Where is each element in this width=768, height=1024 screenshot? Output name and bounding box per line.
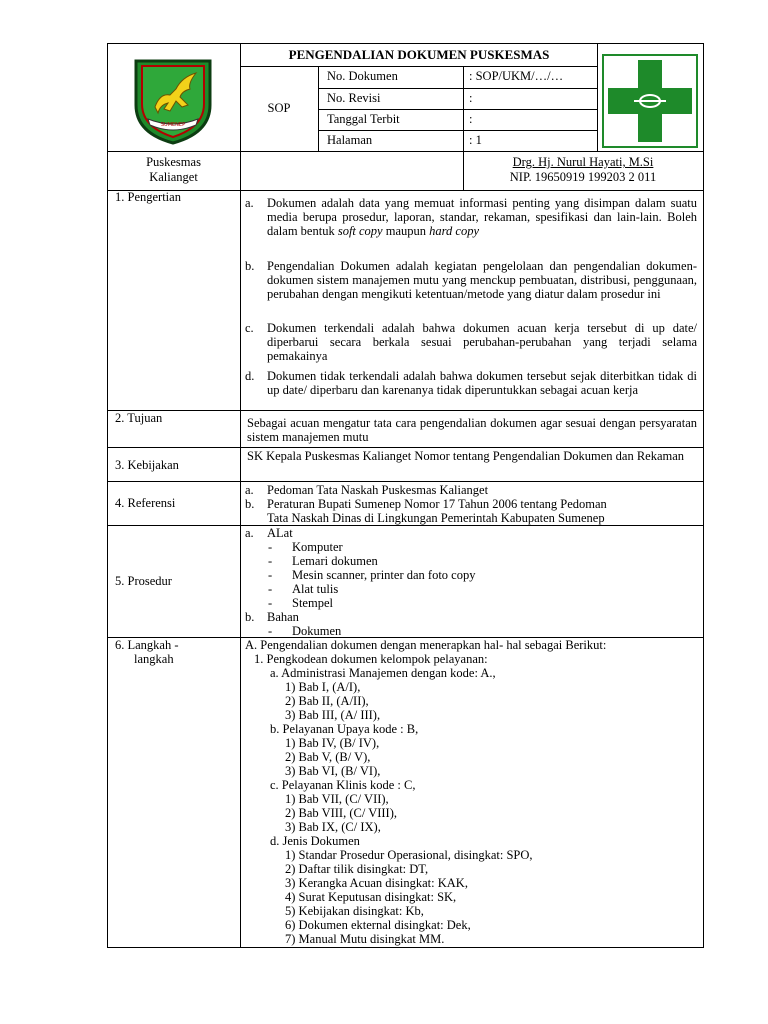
org-name: Puskesmas	[146, 155, 201, 169]
table-border	[240, 66, 598, 67]
field-label: Tanggal Terbit	[327, 112, 400, 126]
table-border	[703, 43, 704, 948]
item-letter: d.	[245, 369, 255, 383]
alat-item: Lemari dokumen	[292, 554, 378, 568]
field-label: No. Revisi	[327, 91, 381, 105]
pengertian-item-c: Dokumen terkendali adalah bahwa dokumen acuan kerja tersebut di up date/ diperbarui secara berkala sesuai perubahan-perubahan yang terjadi selama pemakainya	[267, 321, 697, 363]
item-letter: b.	[245, 610, 255, 624]
pengertian-item-b: Pengendalian Dokumen adalah kegiatan pengelolaan dan pengendalian dokumen-dokumen sistem manajemen mutu yang menckup pembuatan, distribusi, penggunaan, perubahan dengan mengikuti ketentuan/metode yang diatur dalam prosedur ini	[267, 259, 697, 301]
langkah-line: 7) Manual Mutu disingkat MM.	[285, 932, 445, 946]
item-letter: a.	[245, 196, 254, 210]
section-label-kebijakan: 3. Kebijakan	[115, 458, 179, 472]
signer-name: Drg. Hj. Nurul Hayati, M.Si	[512, 155, 654, 169]
field-value: :	[469, 91, 473, 105]
langkah-line: d. Jenis Dokumen	[270, 834, 360, 848]
langkah-line: 3) Bab VI, (B/ VI),	[285, 764, 381, 778]
langkah-line: 4) Surat Keputusan disingkat: SK,	[285, 890, 457, 904]
langkah-line: A. Pengendalian dokumen dengan menerapkan hal- hal sebagai Berikut:	[245, 638, 607, 652]
item-letter: a.	[245, 526, 254, 540]
langkah-line: 5) Kebijakan disingkat: Kb,	[285, 904, 424, 918]
section-label-langkah-cont: langkah	[134, 652, 174, 666]
langkah-line: 1. Pengkodean dokumen kelompok pelayanan:	[254, 652, 488, 666]
document-title: PENGENDALIAN DOKUMEN PUSKESMAS	[288, 47, 550, 62]
langkah-line: 1) Bab IV, (B/ IV),	[285, 736, 380, 750]
langkah-line: 1) Bab I, (A/I),	[285, 680, 361, 694]
field-label: No. Dokumen	[327, 69, 398, 83]
prosedur-bahan-heading: Bahan	[267, 610, 299, 624]
field-label: Halaman	[327, 133, 373, 147]
langkah-line: 2) Bab II, (A/II),	[285, 694, 369, 708]
bullet-dash: -	[268, 554, 273, 568]
item-letter: b.	[245, 259, 255, 273]
puskesmas-cross-icon	[602, 54, 698, 148]
langkah-line: 2) Bab V, (B/ V),	[285, 750, 371, 764]
langkah-line: 2) Daftar tilik disingkat: DT,	[285, 862, 429, 876]
section-label-pengertian: 1. Pengertian	[115, 190, 181, 204]
table-border	[107, 151, 704, 152]
langkah-line: 6) Dokumen ekternal disingkat: Dek,	[285, 918, 471, 932]
pengertian-item-a	[267, 196, 697, 238]
sumenep-emblem-icon	[130, 55, 216, 145]
langkah-line: 3) Kerangka Acuan disingkat: KAK,	[285, 876, 468, 890]
alat-item: Komputer	[292, 540, 343, 554]
table-border	[107, 410, 704, 411]
pengertian-a-italic2: hard copy	[429, 224, 480, 238]
bahan-item: Dokumen	[292, 624, 342, 638]
table-border	[240, 190, 241, 948]
bullet-dash: -	[268, 582, 273, 596]
table-border	[107, 947, 704, 948]
table-border	[318, 109, 598, 110]
pengertian-item-d: Dokumen tidak terkendali adalah bahwa dokumen tersebut sejak diterbitkan tidak di up date/ diperbaru dan karenanya tidak diperuntukkan sebagai acuan kerja	[267, 369, 697, 397]
section-label-prosedur: 5. Prosedur	[115, 574, 172, 588]
pengertian-a-text: Dokumen adalah data yang memuat informasi penting yang disimpan dalam suatu media berupa prosedur, laporan, standar, rekaman, spesifikasi dan lain-lain. Boleh dalam bentuk	[267, 196, 697, 238]
referensi-item-b-line2: Tata Naskah Dinas di Lingkungan Pemerintah Kabupaten Sumenep	[267, 511, 605, 525]
table-border	[107, 43, 704, 44]
langkah-line: 3) Bab IX, (C/ IX),	[285, 820, 381, 834]
section-label-langkah: 6. Langkah -	[115, 638, 179, 652]
langkah-line: a. Administrasi Manajemen dengan kode: A.,	[270, 666, 496, 680]
langkah-line: 1) Standar Prosedur Operasional, disingkat: SPO,	[285, 848, 533, 862]
langkah-line: 1) Bab VII, (C/ VII),	[285, 792, 389, 806]
bullet-dash: -	[268, 624, 273, 638]
section-label-tujuan: 2. Tujuan	[115, 411, 163, 425]
referensi-item-a: Pedoman Tata Naskah Puskesmas Kalianget	[267, 483, 489, 497]
item-letter: c.	[245, 321, 254, 335]
table-border	[318, 130, 598, 131]
field-value: : SOP/UKM/…/…	[469, 69, 564, 83]
table-border	[107, 447, 704, 448]
pengertian-a-mid: maupun	[382, 224, 430, 238]
langkah-line: 2) Bab VIII, (C/ VIII),	[285, 806, 398, 820]
alat-item: Mesin scanner, printer dan foto copy	[292, 568, 476, 582]
sop-label: SOP	[267, 101, 291, 115]
prosedur-alat-heading: ALat	[267, 526, 293, 540]
langkah-line: 3) Bab III, (A/ III),	[285, 708, 381, 722]
table-border	[318, 88, 598, 89]
alat-item: Stempel	[292, 596, 333, 610]
item-letter: a.	[245, 483, 254, 497]
bullet-dash: -	[268, 568, 273, 582]
table-border	[107, 481, 704, 482]
alat-item: Alat tulis	[292, 582, 339, 596]
referensi-item-b-line1: Peraturan Bupati Sumenep Nomor 17 Tahun 2006 tentang Pedoman	[267, 497, 607, 511]
langkah-line: b. Pelayanan Upaya kode : B,	[270, 722, 419, 736]
field-value: : 1	[469, 133, 482, 147]
table-border	[107, 190, 704, 191]
pengertian-a-italic1: soft copy	[337, 224, 383, 238]
tujuan-text: Sebagai acuan mengatur tata cara pengendalian dokumen agar sesuai dengan persyaratan sistem manajemen mutu	[247, 416, 697, 444]
table-border	[107, 525, 704, 526]
section-label-referensi: 4. Referensi	[115, 496, 176, 510]
field-value: :	[469, 112, 473, 126]
bullet-dash: -	[268, 596, 273, 610]
kebijakan-text: SK Kepala Puskesmas Kalianget Nomor tentang Pengendalian Dokumen dan Rekaman	[247, 449, 685, 463]
org-location: Kalianget	[149, 170, 198, 184]
bullet-dash: -	[268, 540, 273, 554]
signer-nip: NIP. 19650919 199203 2 011	[509, 170, 657, 184]
emblem-ribbon-text: SUMENEP	[160, 122, 186, 128]
item-letter: b.	[245, 497, 255, 511]
langkah-line: c. Pelayanan Klinis kode : C,	[270, 778, 416, 792]
